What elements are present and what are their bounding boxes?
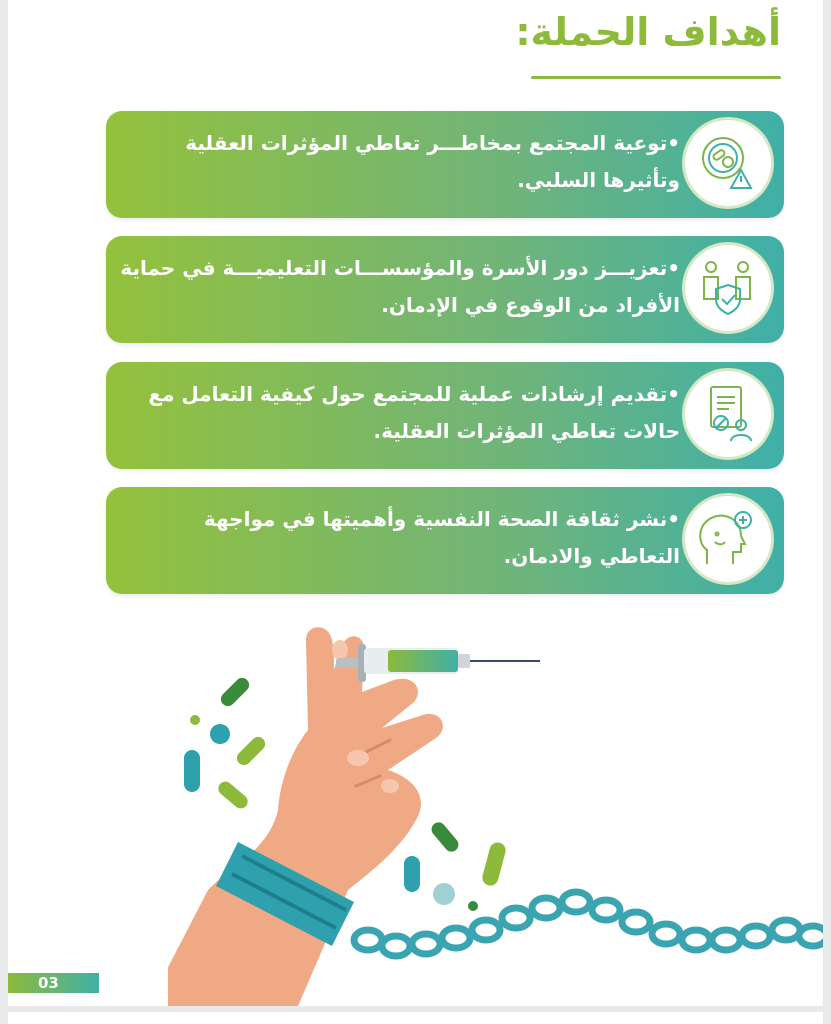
- pill-icon: [210, 724, 230, 744]
- page-number: 03: [8, 973, 99, 993]
- goal-card-1: [106, 111, 784, 218]
- capsule-icon: [218, 675, 252, 709]
- mental-health-icon: [682, 493, 774, 585]
- next-page-edge: [8, 1012, 823, 1024]
- capsule-icon: [481, 841, 508, 888]
- goal-text-4: •نشر ثقافة الصحة النفسية وأهميتها في مواجهة التعاطي والادمان.: [203, 507, 680, 568]
- page-title: أهداف الحملة:: [515, 10, 781, 54]
- chain-icon: [354, 892, 823, 956]
- goal-card-3: [106, 362, 784, 469]
- pill-icon: [468, 901, 478, 911]
- hand-syringe-chain-illustration: [168, 610, 823, 1006]
- goal-card-2: [106, 236, 784, 343]
- pill-icon: [433, 883, 455, 905]
- goal-text-3: •تقديم إرشادات عملية للمجتمع حول كيفية التعامل مع حالات تعاطي المؤثرات العقلية.: [148, 382, 680, 443]
- syringe-icon: [336, 644, 540, 682]
- page: [8, 0, 823, 1006]
- pills-warning-icon: [682, 117, 774, 209]
- capsule-icon: [234, 734, 268, 768]
- capsule-icon: [184, 750, 200, 792]
- capsule-icon: [429, 819, 462, 854]
- goal-text-1: •توعية المجتمع بمخاطـــر تعاطي المؤثرات العقلية وتأثيرها السلبي.: [185, 131, 680, 192]
- document-user-icon: [682, 368, 774, 460]
- pill-icon: [190, 715, 200, 725]
- capsule-icon: [404, 856, 420, 892]
- family-shield-icon: [682, 242, 774, 334]
- capsule-icon: [215, 779, 250, 812]
- title-underline: [531, 76, 781, 79]
- goal-text-2: •تعزيـــز دور الأسرة والمؤسســـات التعليميـــة في حماية الأفراد من الوقوع في الإدمان.: [120, 256, 680, 317]
- goal-card-4: [106, 487, 784, 594]
